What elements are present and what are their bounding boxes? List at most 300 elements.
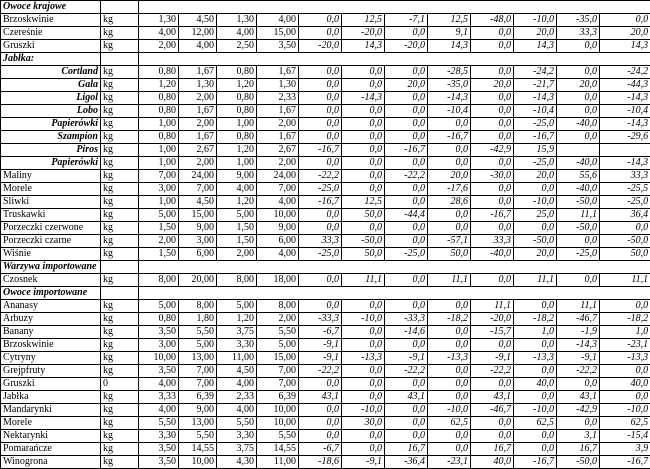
percent-cell: 0,0	[557, 274, 600, 287]
percent-cell: 0,0	[342, 339, 385, 352]
percent-cell: 30,0	[342, 417, 385, 430]
price-cell: 5,50	[179, 326, 217, 339]
price-cell: 24,00	[257, 170, 299, 183]
product-name: Porzeczki czerwone	[1, 222, 101, 235]
percent-cell: 0,0	[342, 157, 385, 170]
percent-cell: -22,2	[557, 365, 600, 378]
percent-cell: -16,7	[600, 456, 650, 469]
product-name: Cytryny	[1, 352, 101, 365]
percent-cell: 0,0	[600, 365, 650, 378]
percent-cell: -46,7	[557, 313, 600, 326]
table-row	[1, 313, 650, 326]
percent-cell: 0,0	[299, 378, 342, 391]
percent-cell: -25,0	[299, 183, 342, 196]
product-name: Cortland	[1, 66, 101, 79]
section-label: Warzywa importowane	[1, 261, 101, 274]
percent-cell: 16,7	[471, 443, 514, 456]
price-cell: 4,00	[217, 183, 257, 196]
table-row	[1, 339, 650, 352]
price-cell: 1,67	[257, 105, 299, 118]
product-name: Ligol	[1, 92, 101, 105]
percent-cell: 1,0	[514, 326, 557, 339]
table-row	[1, 404, 650, 417]
product-name: Ananasy	[1, 300, 101, 313]
price-cell: 14,55	[179, 443, 217, 456]
price-cell: 10,00	[257, 404, 299, 417]
price-cell: 8,00	[179, 300, 217, 313]
percent-cell: 43,1	[385, 391, 428, 404]
section-row	[1, 287, 650, 300]
price-cell: 2,67	[257, 144, 299, 157]
percent-cell: 0,0	[299, 131, 342, 144]
percent-cell: -20,0	[471, 313, 514, 326]
price-cell: 0,80	[139, 105, 179, 118]
price-cell: 3,50	[139, 443, 179, 456]
percent-cell: 0,0	[514, 339, 557, 352]
percent-cell: 0,0	[428, 326, 471, 339]
percent-cell: 0,0	[385, 27, 428, 40]
percent-cell: 0,0	[471, 157, 514, 170]
table-row	[1, 183, 650, 196]
percent-cell: 0,0	[557, 92, 600, 105]
unit-cell: 0	[101, 378, 139, 391]
price-cell: 0,80	[217, 92, 257, 105]
percent-cell: -14,3	[557, 339, 600, 352]
percent-cell: -13,3	[600, 352, 650, 365]
percent-cell: 0,0	[385, 222, 428, 235]
percent-cell: 11,1	[600, 274, 650, 287]
price-cell: 1,20	[217, 79, 257, 92]
percent-cell: 0,0	[471, 417, 514, 430]
price-cell: 10,00	[179, 456, 217, 469]
unit-cell: kg	[101, 326, 139, 339]
percent-cell: 33,3	[557, 27, 600, 40]
percent-cell: -22,2	[385, 365, 428, 378]
percent-cell: 20,0	[385, 79, 428, 92]
percent-cell: 28,6	[428, 196, 471, 209]
percent-cell: 0,0	[385, 417, 428, 430]
percent-cell: -13,3	[428, 352, 471, 365]
price-cell: 0,80	[217, 105, 257, 118]
percent-cell: 11,1	[342, 274, 385, 287]
percent-cell: 0,0	[342, 66, 385, 79]
percent-cell: 0,0	[342, 391, 385, 404]
price-cell: 1,30	[179, 79, 217, 92]
percent-cell: -9,1	[299, 339, 342, 352]
product-name: Maliny	[1, 170, 101, 183]
percent-cell: -40,0	[557, 183, 600, 196]
percent-cell: 0,0	[428, 365, 471, 378]
percent-cell: -35,0	[428, 79, 471, 92]
price-cell: 2,00	[257, 118, 299, 131]
percent-cell: 0,0	[428, 118, 471, 131]
percent-cell: 62,5	[514, 417, 557, 430]
percent-cell: 36,4	[600, 209, 650, 222]
table-row	[1, 456, 650, 469]
price-cell: 1,50	[217, 235, 257, 248]
percent-cell: -24,2	[600, 66, 650, 79]
table-row	[1, 248, 650, 261]
percent-cell: -10,0	[514, 404, 557, 417]
table-row	[1, 157, 650, 170]
price-cell: 6,39	[257, 391, 299, 404]
unit-cell: kg	[101, 456, 139, 469]
price-cell: 7,00	[257, 365, 299, 378]
price-cell: 2,00	[179, 157, 217, 170]
table-row	[1, 118, 650, 131]
percent-cell: -14,3	[514, 92, 557, 105]
unit-cell: kg	[101, 443, 139, 456]
percent-cell: 14,3	[600, 40, 650, 53]
percent-cell: 3,9	[600, 443, 650, 456]
percent-cell: 0,0	[600, 391, 650, 404]
percent-cell: 0,0	[471, 66, 514, 79]
percent-cell: -16,7	[299, 144, 342, 157]
price-cell: 0,80	[139, 66, 179, 79]
table-row	[1, 391, 650, 404]
price-cell: 4,00	[217, 404, 257, 417]
percent-cell: 0,0	[299, 404, 342, 417]
price-cell: 3,00	[139, 339, 179, 352]
table-row	[1, 92, 650, 105]
percent-cell: 0,0	[471, 339, 514, 352]
percent-cell: 14,3	[514, 40, 557, 53]
percent-cell: -46,7	[471, 404, 514, 417]
percent-cell: -16,7	[471, 209, 514, 222]
percent-cell: 0,0	[299, 79, 342, 92]
price-cell: 4,50	[179, 14, 217, 27]
section-label: Jabłka:	[1, 53, 101, 66]
price-cell: 1,20	[217, 144, 257, 157]
percent-cell: 0,0	[342, 105, 385, 118]
percent-cell: 0,0	[299, 430, 342, 443]
price-cell: 5,00	[179, 339, 217, 352]
price-cell: 13,00	[179, 417, 217, 430]
unit-cell: kg	[101, 79, 139, 92]
percent-cell: 0,0	[471, 274, 514, 287]
percent-cell: 0,0	[299, 209, 342, 222]
percent-cell: -18,2	[600, 313, 650, 326]
percent-cell: 0,0	[471, 27, 514, 40]
percent-cell: 0,0	[471, 92, 514, 105]
price-cell: 1,67	[257, 66, 299, 79]
unit-cell: kg	[101, 430, 139, 443]
percent-cell: 40,0	[514, 378, 557, 391]
price-cell: 15,00	[179, 209, 217, 222]
percent-cell: 0,0	[385, 131, 428, 144]
percent-cell: 0,0	[299, 14, 342, 27]
percent-cell: 0,0	[471, 40, 514, 53]
table-row	[1, 378, 650, 391]
percent-cell: 0,0	[428, 378, 471, 391]
percent-cell: -16,7	[428, 131, 471, 144]
price-cell: 5,00	[139, 300, 179, 313]
price-cell: 2,00	[179, 118, 217, 131]
price-cell: 1,00	[217, 118, 257, 131]
percent-cell: -10,0	[514, 196, 557, 209]
price-cell: 5,00	[217, 209, 257, 222]
percent-cell: -10,0	[514, 14, 557, 27]
price-cell: 5,50	[139, 417, 179, 430]
percent-cell: -50,0	[557, 456, 600, 469]
percent-cell: -22,2	[385, 170, 428, 183]
section-row	[1, 1, 650, 14]
price-cell: 1,67	[179, 105, 217, 118]
percent-cell: 0,0	[385, 378, 428, 391]
percent-cell: 40,0	[600, 378, 650, 391]
percent-cell: -40,0	[557, 118, 600, 131]
section-row	[1, 261, 650, 274]
percent-cell: 0,0	[428, 157, 471, 170]
percent-cell: -14,3	[600, 157, 650, 170]
percent-cell: 0,0	[299, 222, 342, 235]
percent-cell: -25,0	[514, 118, 557, 131]
percent-cell: 0,0	[385, 274, 428, 287]
percent-cell: 20,0	[514, 27, 557, 40]
price-cell: 4,30	[217, 456, 257, 469]
unit-cell: kg	[101, 313, 139, 326]
unit-cell: kg	[101, 157, 139, 170]
product-name: Gruszki	[1, 40, 101, 53]
unit-cell: kg	[101, 248, 139, 261]
price-cell: 1,00	[139, 118, 179, 131]
price-cell: 1,30	[139, 14, 179, 27]
percent-cell: 0,0	[428, 209, 471, 222]
percent-cell: -14,6	[385, 326, 428, 339]
unit-cell: kg	[101, 66, 139, 79]
percent-cell: -15,7	[471, 326, 514, 339]
price-cell: 15,00	[257, 352, 299, 365]
percent-cell: 0,0	[342, 443, 385, 456]
section-label: Owoce krajowe	[1, 1, 101, 14]
price-cell: 5,50	[179, 430, 217, 443]
percent-cell: 43,1	[471, 391, 514, 404]
percent-cell: -9,1	[385, 352, 428, 365]
percent-cell: 0,0	[514, 430, 557, 443]
price-cell: 3,50	[139, 365, 179, 378]
table-row	[1, 105, 650, 118]
table-row	[1, 27, 650, 40]
percent-cell: 20,0	[600, 27, 650, 40]
percent-cell: -10,0	[428, 404, 471, 417]
price-cell: 0,80	[217, 131, 257, 144]
unit-cell: kg	[101, 170, 139, 183]
price-cell: 0,80	[139, 313, 179, 326]
table-row	[1, 274, 650, 287]
percent-cell: 0,0	[471, 118, 514, 131]
percent-cell: -23,1	[428, 456, 471, 469]
percent-cell: 14,3	[342, 40, 385, 53]
price-cell: 4,00	[217, 378, 257, 391]
price-cell: 6,39	[179, 391, 217, 404]
percent-cell: 0,0	[471, 378, 514, 391]
percent-cell: 0,0	[342, 378, 385, 391]
price-cell: 15,00	[257, 27, 299, 40]
section-row	[1, 53, 650, 66]
percent-cell: 33,3	[600, 170, 650, 183]
percent-cell: -10,0	[342, 404, 385, 417]
percent-cell: 0,0	[299, 417, 342, 430]
price-cell: 4,00	[257, 14, 299, 27]
price-cell: 5,50	[257, 326, 299, 339]
percent-cell: -50,0	[557, 222, 600, 235]
price-cell: 3,00	[179, 235, 217, 248]
percent-cell: 0,0	[557, 235, 600, 248]
price-cell: 1,50	[217, 222, 257, 235]
percent-cell: 0,0	[600, 300, 650, 313]
price-cell: 3,50	[139, 326, 179, 339]
percent-cell: 20,0	[514, 248, 557, 261]
product-name: Morele	[1, 417, 101, 430]
percent-cell: -35,0	[557, 14, 600, 27]
price-cell: 4,50	[179, 196, 217, 209]
table-row	[1, 144, 650, 157]
price-cell: 1,00	[139, 196, 179, 209]
percent-cell: 0,0	[385, 196, 428, 209]
percent-cell: 50,0	[600, 248, 650, 261]
price-cell: 1,20	[217, 313, 257, 326]
section-label: Owoce importowane	[1, 287, 101, 300]
percent-cell: -13,3	[342, 352, 385, 365]
percent-cell: 0,0	[471, 183, 514, 196]
percent-cell: -13,3	[514, 352, 557, 365]
percent-cell: -18,2	[428, 313, 471, 326]
percent-cell: -15,4	[600, 430, 650, 443]
price-cell: 2,33	[217, 391, 257, 404]
percent-cell: 0,0	[557, 378, 600, 391]
price-cell: 1,00	[139, 157, 179, 170]
percent-cell: 0,0	[557, 417, 600, 430]
unit-cell: kg	[101, 27, 139, 40]
table-row	[1, 352, 650, 365]
price-cell: 20,00	[179, 274, 217, 287]
percent-cell: -9,1	[471, 352, 514, 365]
table-row	[1, 131, 650, 144]
price-cell: 4,00	[257, 248, 299, 261]
unit-cell: kg	[101, 235, 139, 248]
price-cell: 3,30	[217, 339, 257, 352]
percent-cell: 0,0	[514, 391, 557, 404]
product-name: Banany	[1, 326, 101, 339]
empty-cell	[101, 261, 139, 274]
percent-cell: 0,0	[342, 365, 385, 378]
percent-cell: 0,0	[385, 105, 428, 118]
price-cell: 1,67	[257, 131, 299, 144]
percent-cell: -6,7	[299, 326, 342, 339]
price-cell: 3,50	[139, 456, 179, 469]
price-cell: 0,80	[139, 92, 179, 105]
unit-cell: kg	[101, 404, 139, 417]
percent-cell: -25,0	[385, 248, 428, 261]
price-cell: 3,30	[217, 430, 257, 443]
percent-cell: 50,0	[342, 209, 385, 222]
empty-cell	[101, 1, 139, 14]
percent-cell: 0,0	[342, 430, 385, 443]
table-row	[1, 14, 650, 27]
price-cell: 1,67	[179, 131, 217, 144]
percent-cell: -28,5	[428, 66, 471, 79]
percent-cell: 0,0	[557, 40, 600, 53]
percent-cell: -25,5	[600, 183, 650, 196]
price-cell: 5,50	[257, 430, 299, 443]
product-name: Śliwki	[1, 196, 101, 209]
percent-cell: 0,0	[428, 222, 471, 235]
unit-cell: kg	[101, 274, 139, 287]
table-row	[1, 79, 650, 92]
percent-cell: 0,0	[471, 430, 514, 443]
product-name: Morele	[1, 183, 101, 196]
percent-cell: 12,5	[342, 196, 385, 209]
percent-cell: 0,0	[385, 430, 428, 443]
unit-cell: kg	[101, 196, 139, 209]
percent-cell: 11,1	[428, 274, 471, 287]
price-cell: 2,00	[139, 40, 179, 53]
empty-cell	[101, 287, 139, 300]
price-cell: 2,67	[179, 144, 217, 157]
percent-cell: 0,0	[385, 339, 428, 352]
price-cell: 0,80	[217, 66, 257, 79]
percent-cell: 33,3	[299, 235, 342, 248]
price-cell: 4,00	[217, 27, 257, 40]
empty-cell	[139, 53, 650, 66]
percent-cell: 62,5	[600, 417, 650, 430]
price-cell: 18,00	[257, 274, 299, 287]
unit-cell: kg	[101, 339, 139, 352]
percent-cell: 0,0	[557, 105, 600, 118]
percent-cell: -25,0	[299, 248, 342, 261]
product-name: Mandarynki	[1, 404, 101, 417]
price-cell: 4,00	[139, 404, 179, 417]
percent-cell: 0,0	[385, 118, 428, 131]
price-cell: 2,00	[217, 248, 257, 261]
percent-cell: 0,0	[342, 222, 385, 235]
percent-cell: -10,4	[428, 105, 471, 118]
percent-cell: 0,0	[471, 222, 514, 235]
percent-cell: 0,0	[299, 157, 342, 170]
percent-cell: -14,3	[342, 92, 385, 105]
price-cell: 1,30	[257, 79, 299, 92]
table-row	[1, 196, 650, 209]
price-cell: 5,00	[217, 300, 257, 313]
price-cell: 7,00	[179, 378, 217, 391]
unit-cell: kg	[101, 417, 139, 430]
percent-cell: 62,5	[428, 417, 471, 430]
percent-cell: -25,0	[514, 157, 557, 170]
product-name: Pomarańcze	[1, 443, 101, 456]
percent-cell: -22,2	[299, 170, 342, 183]
product-name: Czereśnie	[1, 27, 101, 40]
table-row	[1, 170, 650, 183]
percent-cell: 0,0	[600, 222, 650, 235]
percent-cell: 0,0	[299, 300, 342, 313]
percent-cell: 3,1	[557, 430, 600, 443]
price-cell: 8,00	[139, 274, 179, 287]
price-cell: 7,00	[257, 378, 299, 391]
price-cell: 2,00	[179, 92, 217, 105]
price-cell: 4,00	[179, 40, 217, 53]
table-row	[1, 209, 650, 222]
product-name: Gruszki	[1, 378, 101, 391]
percent-cell: -50,0	[342, 235, 385, 248]
percent-cell: -42,9	[557, 404, 600, 417]
percent-cell: 0,0	[428, 144, 471, 157]
table-row	[1, 430, 650, 443]
empty-cell	[139, 1, 650, 14]
percent-cell: -33,3	[299, 313, 342, 326]
price-cell: 9,00	[217, 170, 257, 183]
percent-cell: 0,0	[299, 27, 342, 40]
percent-cell: -48,0	[471, 14, 514, 27]
